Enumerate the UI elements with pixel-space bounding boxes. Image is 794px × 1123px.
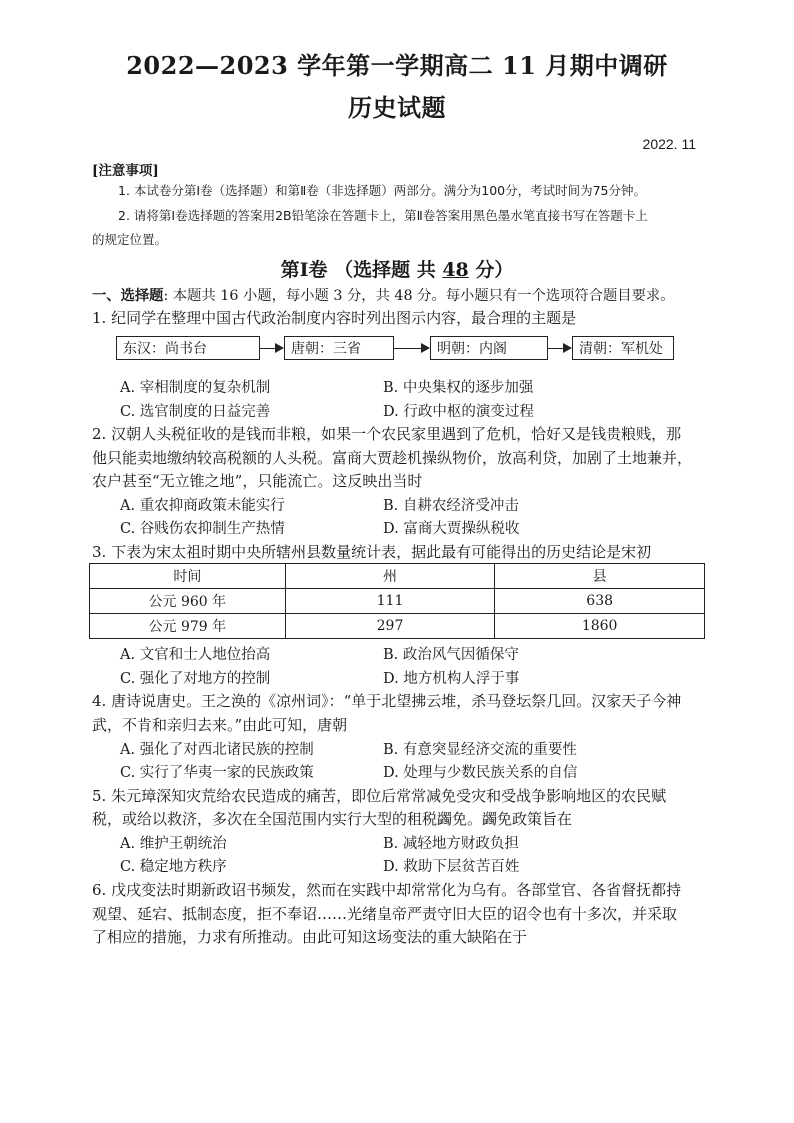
q3-option-d[interactable]: D. 地方机构人浮于事	[383, 671, 520, 687]
notes-heading: [注意事项]	[92, 163, 159, 179]
q2-option-c[interactable]: C. 谷贱伤农抑制生产热情	[120, 521, 285, 537]
table-cell: 公元 979 年	[90, 614, 286, 639]
table-cell: 1860	[495, 614, 705, 639]
q4-option-a[interactable]: A. 强化了对西北诸民族的控制	[120, 742, 314, 758]
q4-option-d[interactable]: D. 处理与少数民族关系的自信	[383, 765, 578, 781]
table-header: 时间	[90, 564, 286, 589]
exam-title: 2022—2023 学年第一学期高二 11 月期中调研	[126, 51, 668, 80]
q2-line-2: 他只能卖地缴纳较高税额的人头税。富商大贾趁机操纵物价，放高利贷，加剧了土地兼并，	[92, 449, 693, 467]
flow-arrow	[260, 348, 282, 349]
q5-option-b[interactable]: B. 减轻地方财政负担	[383, 836, 519, 852]
q4-line-2: 武，不肯和亲归去来。”由此可知，唐朝	[92, 716, 348, 734]
section-intro-lead: 一、选择题	[92, 288, 164, 304]
q5-option-a[interactable]: A. 维护王朝统治	[120, 836, 227, 852]
q2-line-3: 农户甚至“无立锥之地”，只能流亡。这反映出当时	[92, 472, 423, 490]
q5-line-1: 5. 朱元璋深知灾荒给农民造成的痛苦，即位后常常减免受灾和受战争影响地区的农民赋	[92, 787, 667, 805]
table-header-row	[90, 564, 705, 589]
q5-option-d[interactable]: D. 救助下层贫苦百姓	[383, 859, 520, 875]
q3-option-c[interactable]: C. 强化了对地方的控制	[120, 671, 271, 687]
q4-option-b[interactable]: B. 有意突显经济交流的重要性	[383, 742, 577, 758]
q2-option-b[interactable]: B. 自耕农经济受冲击	[383, 498, 519, 514]
flow-box-donghan: 东汉：尚书台	[116, 336, 260, 360]
q2-option-a[interactable]: A. 重农抑商政策未能实行	[120, 498, 285, 514]
section-title-suffix: 分）	[475, 259, 514, 281]
section-title-prefix: 第Ⅰ卷 （选择题 共	[280, 259, 436, 281]
section-intro	[92, 285, 675, 305]
q4-option-c[interactable]: C. 实行了华夷一家的民族政策	[120, 765, 314, 781]
q6-line-3: 了相应的措施，力求有所推动。由此可知这场变法的重大缺陷在于	[92, 928, 528, 946]
flow-arrow	[394, 348, 428, 349]
note-item-2: 2. 请将第Ⅰ卷选择题的答案用2B铅笔涂在答题卡上，第Ⅱ卷答案用黑色墨水笔直接书写在答题卡上	[118, 208, 648, 223]
q3-stem: 3. 下表为宋太祖时期中央所辖州县数量统计表，据此最有可能得出的历史结论是宋初	[92, 543, 652, 561]
q1-option-d[interactable]: D. 行政中枢的演变过程	[383, 404, 534, 420]
q5-line-2: 税，或给以救济，多次在全国范围内实行大型的租税蠲免。蠲免政策旨在	[92, 810, 573, 828]
exam-subtitle: 历史试题	[348, 93, 446, 122]
section-intro-text: : 本题共 16 小题，每小题 3 分，共 48 分。每小题只有一个选项符合题目要求。	[163, 288, 675, 304]
q3-option-a[interactable]: A. 文官和士人地位抬高	[120, 647, 271, 663]
q1-stem: 1. 纪同学在整理中国古代政治制度内容时列出图示内容，最合理的主题是	[92, 309, 577, 327]
section-title	[0, 255, 794, 282]
table-header: 县	[495, 564, 705, 589]
table-cell: 638	[495, 589, 705, 614]
table-row	[90, 589, 705, 614]
table-cell: 297	[285, 614, 495, 639]
section-title-score: 48	[442, 259, 469, 281]
flow-box-tang: 唐朝：三省	[284, 336, 394, 360]
q6-line-1: 6. 戊戌变法时期新政诏书频发，然而在实践中却常常化为乌有。各部堂官、各省督抚都持	[92, 881, 682, 899]
q2-option-d[interactable]: D. 富商大贾操纵税收	[383, 521, 520, 537]
flow-box-qing: 清朝：军机处	[572, 336, 674, 360]
q3-table	[89, 563, 705, 639]
q6-line-2: 观望、延宕、抵制态度，拒不奉诏……光绪皇帝严责守旧大臣的诏令也有十多次，并采取	[92, 905, 678, 923]
table-cell: 公元 960 年	[90, 589, 286, 614]
q1-option-a[interactable]: A. 宰相制度的复杂机制	[120, 380, 271, 396]
exam-date: 2022. 11	[642, 136, 696, 152]
q2-line-1: 2. 汉朝人头税征收的是钱而非粮，如果一个农民家里遇到了危机，恰好又是钱贵粮贱，那	[92, 425, 682, 443]
note-item-1: 1. 本试卷分第Ⅰ卷（选择题）和第Ⅱ卷（非选择题）两部分。满分为100分，考试时间为75分钟。	[118, 183, 647, 198]
table-row	[90, 614, 705, 639]
q5-option-c[interactable]: C. 稳定地方秩序	[120, 859, 227, 875]
q3-option-b[interactable]: B. 政治风气因循保守	[383, 647, 519, 663]
note-item-2-continued: 的规定位置。	[92, 232, 168, 247]
table-header: 州	[285, 564, 495, 589]
q4-line-1: 4. 唐诗说唐史。王之涣的《凉州词》：“单于北望拂云堆，杀马登坛祭几回。汉家天子今神	[92, 692, 682, 710]
q1-option-c[interactable]: C. 选官制度的日益完善	[120, 404, 271, 420]
flow-arrow	[548, 348, 570, 349]
table-cell: 111	[285, 589, 495, 614]
q1-option-b[interactable]: B. 中央集权的逐步加强	[383, 380, 534, 396]
flow-box-ming: 明朝：内阁	[430, 336, 548, 360]
